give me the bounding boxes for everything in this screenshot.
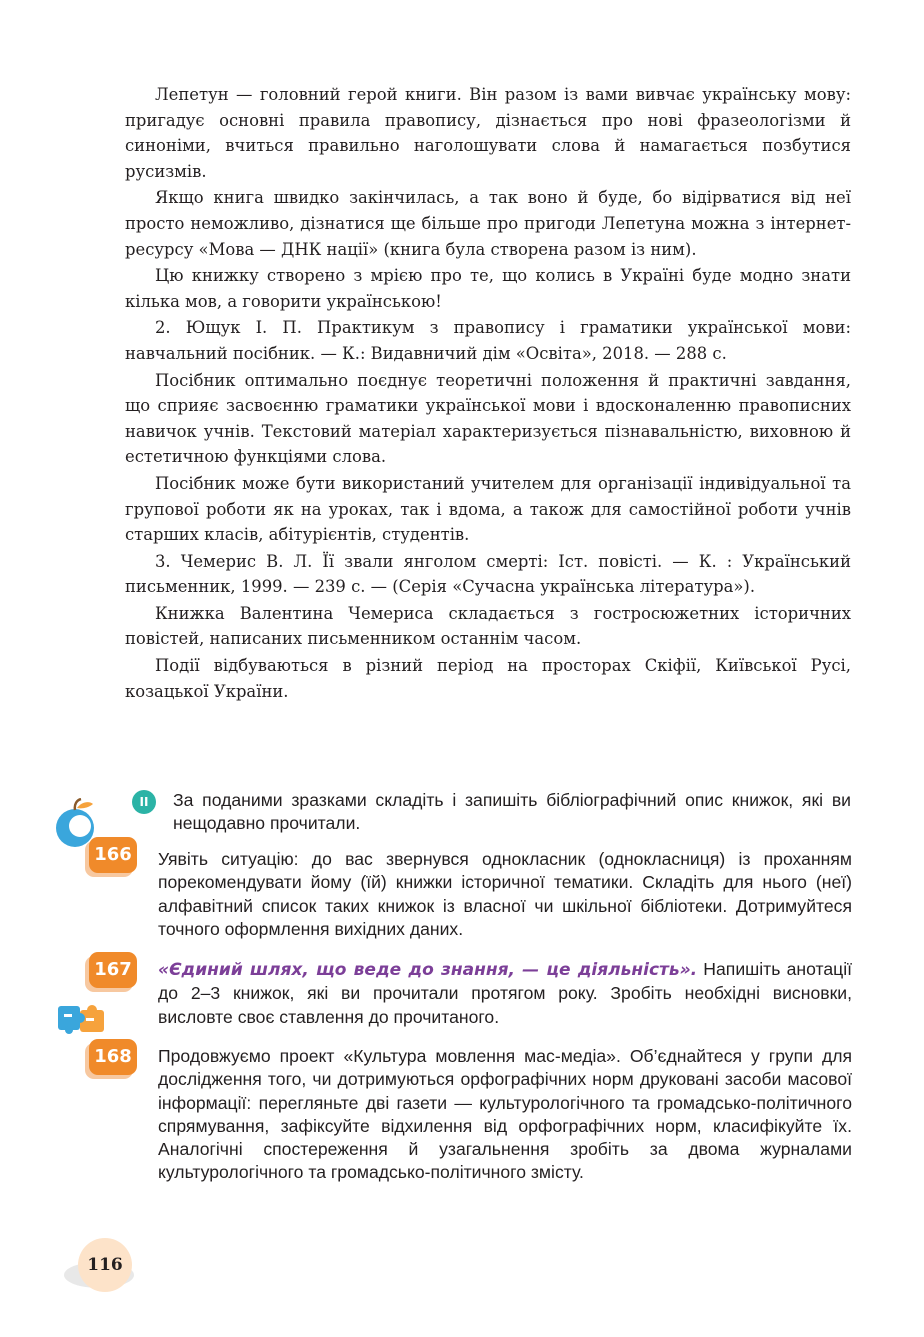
task-number-166: 166 <box>89 837 137 873</box>
page-number-text: 116 <box>87 1255 123 1275</box>
paragraph-8: Книжка Валентина Чемериса складається з гостросюжетних історичних повістей, написаних письменником останнім часом. <box>125 603 851 649</box>
level-task-text: За поданими зразками складіть і запишіть бібліографічний опис книжок, які ви нещодавно прочитали. <box>173 790 851 834</box>
paragraph-4: 2. Ющук І. П. Практикум з правопису і граматики української мови: навчальний посібник. — К.: Видавничий дім «Освіта», 2018. — 288 с. <box>125 318 851 363</box>
task-number-167: 167 <box>89 952 137 988</box>
paragraph-7: 3. Чемерис В. Л. Її звали янголом смерті: Іст. повісті. — К. : Український письменник, 1999. — 239 с. — (Серія «Сучасна українська література»). <box>125 551 851 597</box>
task-167-motto: «Єдиний шлях, що веде до знання, — це діяльність». <box>158 960 698 980</box>
task-168-text: Продовжуємо проект «Культура мовлення мас-медіа». Об’єднайтеся у групи для дослідження того, чи дотримуються орфографічних норм друковані засоби масової інформації: перегляньте дві газети — культурологічного та громадсько-політичного спрямування, зафіксуйте відхилення від орфографічних норм, класифікуйте їх. Аналогічні спостереження й узагальнення зробіть за двома журналами культурологічного та громадсько-політичного змісту. <box>158 1046 852 1183</box>
page-number <box>78 1238 132 1292</box>
paragraph-1: Лепетун — головний герой книги. Він разом із вами вивчає українську мову: пригадує основні правила правопису, дізнається про нові фразеологізми й синоніми, вчиться правильно наголошувати слова й намагається позбутися русизмів. <box>125 85 851 181</box>
paragraph-2: Якщо книга швидко закінчилась, а так воно й буде, бо відірватися від неї просто неможливо, дізнатися ще більше про пригоди Лепетуна можна з інтернет-ресурсу «Мова — ДНК нації» (книга була створена разом із ним). <box>125 188 851 259</box>
level-badge: II <box>132 790 156 814</box>
paragraph-5: Посібник оптимально поєднує теоретичні положення й практичні завдання, що сприяє засвоєнню граматики української мови і вдосконаленню правописних навичок учнів. Текстовий матеріал характеризується пізнавальністю, виховною й естетичною функціями слова. <box>125 370 851 467</box>
puzzle-icon <box>54 1000 110 1040</box>
paragraph-3: Цю книжку створено з мрією про те, що колись в Україні буде модно знати кілька мов, а говорити українською! <box>125 266 851 311</box>
paragraph-9: Події відбуваються в різний період на просторах Скіфії, Київської Русі, козацької України. <box>125 656 851 701</box>
main-text <box>125 82 851 705</box>
paragraph-6: Посібник може бути використаний учителем для організації індивідуальної та групової роботи як на уроках, так і вдома, а також для самостійної роботи учнів старших класів, абітурієнтів, студентів. <box>125 473 851 545</box>
task-number-168: 168 <box>89 1039 137 1075</box>
task-166-text: Уявіть ситуацію: до вас звернувся однокласник (однокласниця) із проханням порекомендувати йому (їй) книжки історичної тематики. Складіть для нього (неї) алфавітний список таких книжок із власної чи шкільної бібліотеки. Дотримуйтеся точного оформлення вихідних даних. <box>158 849 852 939</box>
task-167-body: Напишіть анотації до 2–3 книжок, які ви прочитали протягом року. Зробіть необхідні висновки, висловте своє ставлення до прочитаного. <box>158 959 852 1027</box>
task-167-text <box>158 958 852 1029</box>
